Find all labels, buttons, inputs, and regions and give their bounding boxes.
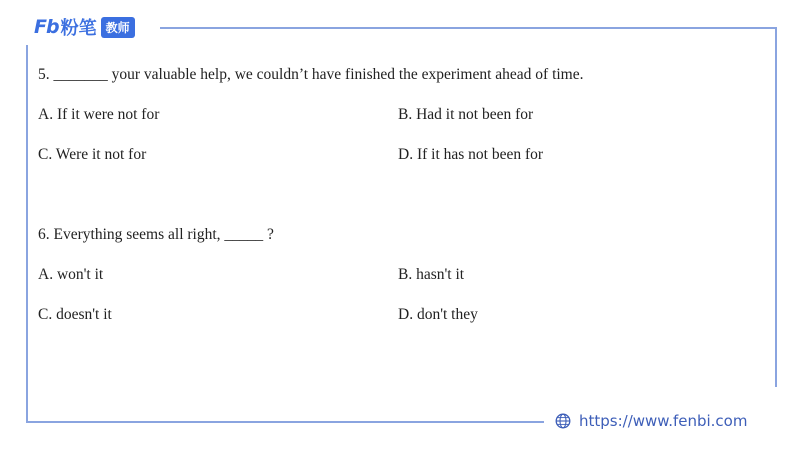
question-6-option-c: C. doesn't it [38,306,112,323]
question-5-option-d: D. If it has not been for [398,146,544,163]
question-5-option-a: A. If it were not for [38,106,160,123]
question-5: 5. _______ your valuable help, we couldn’t have finished the experiment ahead of time. [38,66,584,83]
logo-name: 粉笔 [60,18,97,39]
frame-left-border [26,45,28,423]
question-5-option-b: B. Had it not been for [398,106,534,123]
brand-logo [34,14,135,40]
globe-icon [555,413,571,429]
frame-bottom-border [26,421,544,423]
footer-url[interactable]: https://www.fenbi.com [579,412,748,430]
logo-badge: 教师 [101,17,135,38]
question-6-option-a: A. won't it [38,266,104,283]
logo-mark: Fb [34,16,59,38]
frame-top-border [160,27,777,29]
question-6-option-b: B. hasn't it [398,266,465,283]
footer-website[interactable] [555,410,747,432]
frame-right-border [775,27,777,387]
question-6: 6. Everything seems all right, _____ ? [38,226,274,243]
question-6-option-d: D. don't they [398,306,478,323]
question-5-option-c: C. Were it not for [38,146,147,163]
